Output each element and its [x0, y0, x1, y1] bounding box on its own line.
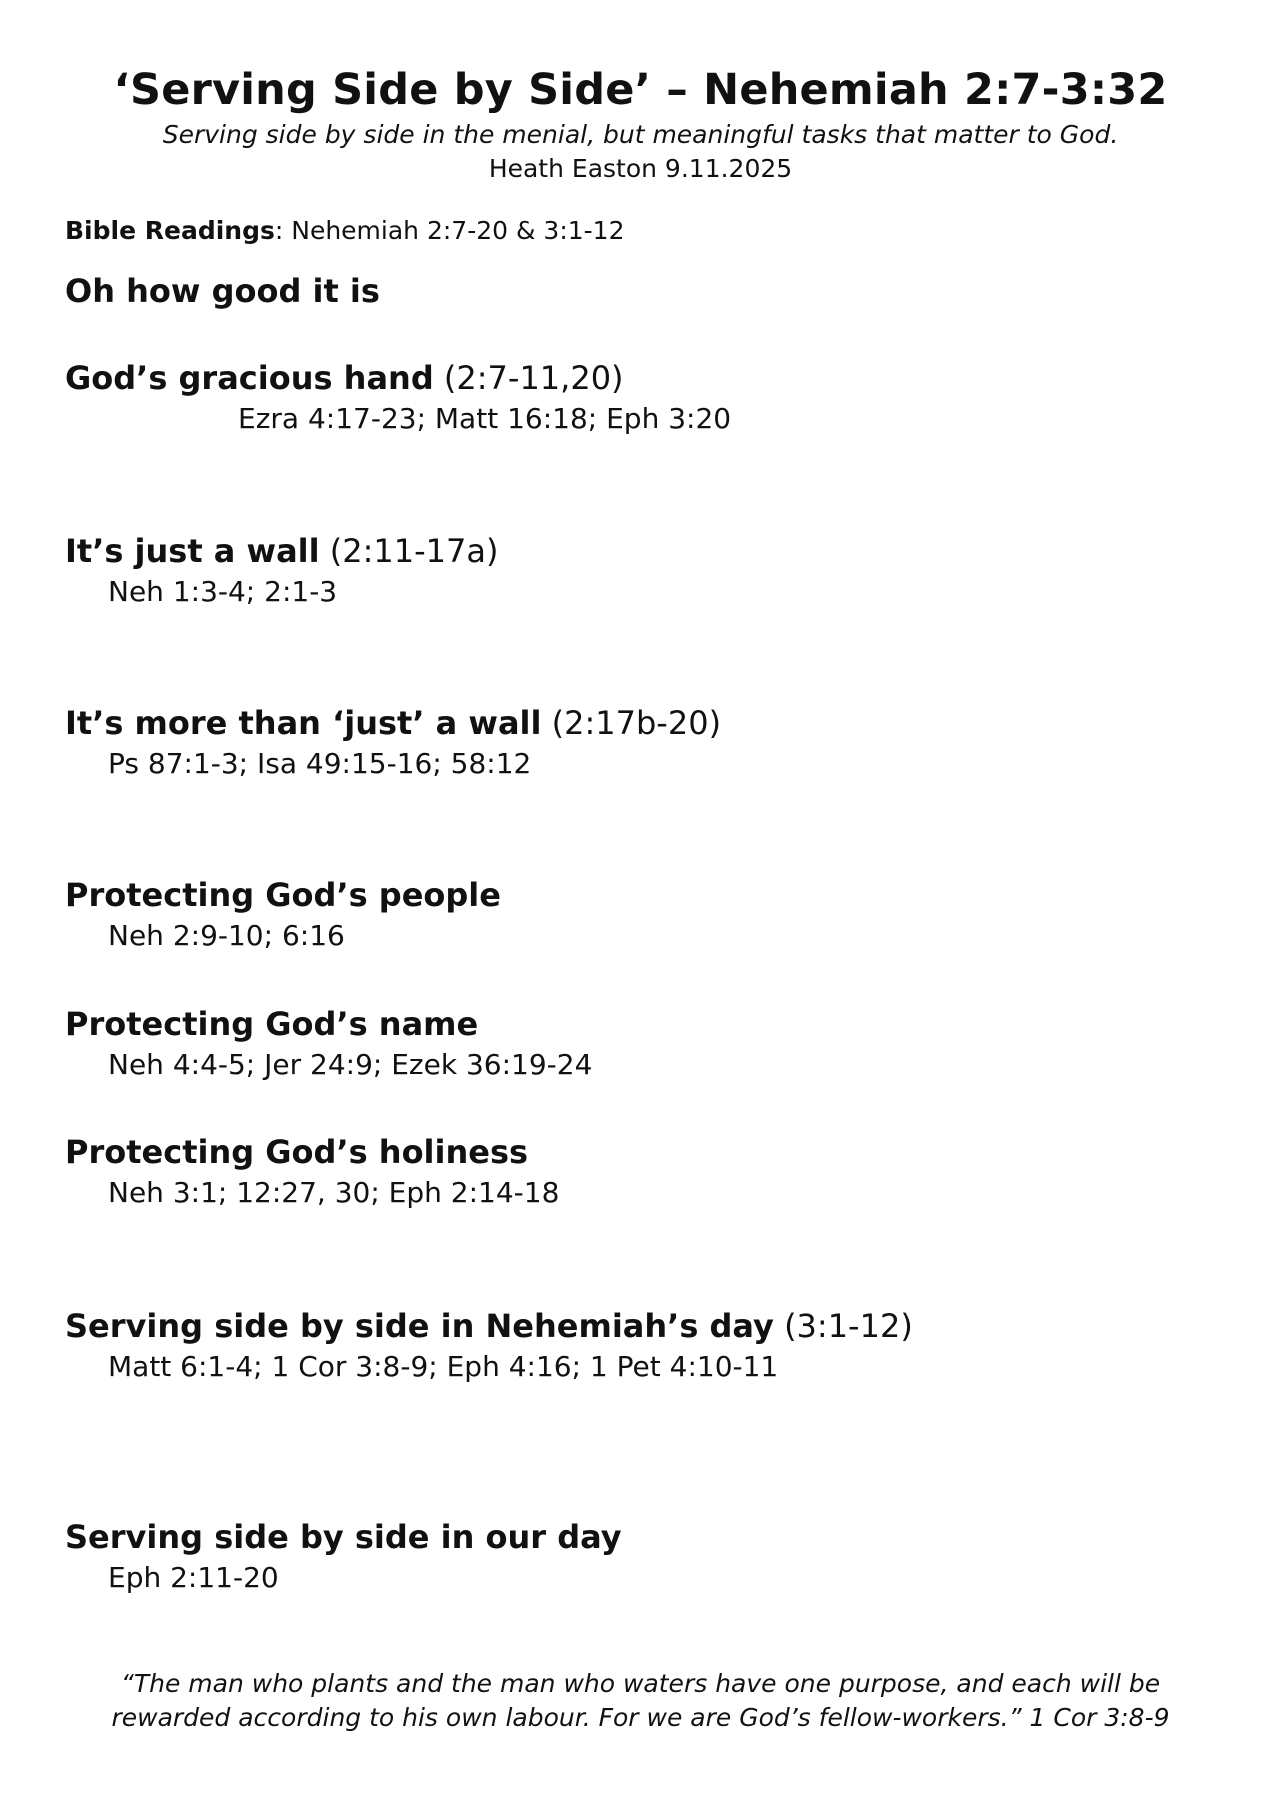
section-heading	[65, 1131, 559, 1173]
section-heading-ref: (2:17b-20)	[541, 704, 722, 742]
section-refs: Neh 1:3-4; 2:1-3	[108, 575, 338, 608]
section-refs: Neh 2:9-10; 6:16	[108, 919, 345, 952]
section-gracious-hand	[65, 357, 731, 439]
section-heading	[65, 357, 731, 399]
section-heading-ref: (2:7-11,20)	[433, 359, 624, 397]
section-refs: Ps 87:1-3; Isa 49:15-16; 58:12	[108, 747, 532, 780]
bible-readings	[65, 214, 624, 248]
section-refs: Neh 4:4-5; Jer 24:9; Ezek 36:19-24	[108, 1048, 593, 1081]
closing-quote-line: rewarded according to his own labour. For we are God’s fellow-workers.” 1 Cor 3:8-9	[111, 1703, 1170, 1732]
section-heading	[65, 270, 380, 312]
section-protecting-holiness	[65, 1131, 559, 1213]
section-heading-text: God’s gracious hand	[65, 359, 434, 397]
section-heading-text: Protecting God’s people	[65, 876, 501, 914]
section-heading-text: Serving side by side in our day	[65, 1518, 622, 1556]
section-heading-text: It’s just a wall	[65, 532, 320, 570]
section-heading-text: It’s more than ‘just’ a wall	[65, 704, 542, 742]
section-refs: Neh 3:1; 12:27, 30; Eph 2:14-18	[108, 1176, 560, 1209]
section-refs: Ezra 4:17-23; Matt 16:18; Eph 3:20	[238, 402, 732, 435]
section-refs: Eph 2:11-20	[108, 1561, 279, 1594]
section-heading	[65, 702, 721, 744]
section-heading-text: Serving side by side in Nehemiah’s day	[65, 1307, 774, 1345]
section-heading-text: Oh how good it is	[65, 272, 380, 310]
section-heading-text: Protecting God’s name	[65, 1005, 479, 1043]
section-our-day	[65, 1516, 622, 1598]
header	[0, 62, 1281, 186]
section-heading-ref: (2:11-17a)	[319, 532, 499, 570]
speaker-date: Heath Easton 9.11.2025	[488, 154, 793, 183]
section-heading	[65, 874, 501, 916]
section-heading	[65, 530, 498, 572]
page-subtitle: Serving side by side in the menial, but meaningful tasks that matter to God.	[162, 120, 1119, 149]
section-just-a-wall	[65, 530, 498, 612]
closing-quote-line: “The man who plants and the man who waters have one purpose, and each will be	[120, 1669, 1161, 1698]
section-more-than-wall	[65, 702, 721, 784]
bible-readings-label: Bible Readings	[65, 216, 275, 245]
section-heading	[65, 1305, 913, 1347]
section-nehemiahs-day	[65, 1305, 913, 1387]
section-protecting-name	[65, 1003, 592, 1085]
section-heading-text: Protecting God’s holiness	[65, 1133, 529, 1171]
section-heading	[65, 1516, 622, 1558]
section-oh-how-good	[65, 270, 380, 312]
bible-readings-text: : Nehemiah 2:7-20 & 3:1-12	[274, 216, 625, 245]
section-protecting-people	[65, 874, 501, 956]
page-title: ‘Serving Side by Side’ – Nehemiah 2:7-3:32	[113, 65, 1168, 115]
closing-quote	[0, 1667, 1281, 1735]
section-refs: Matt 6:1-4; 1 Cor 3:8-9; Eph 4:16; 1 Pet 4:10-11	[108, 1350, 779, 1383]
section-heading-ref: (3:1-12)	[773, 1307, 913, 1345]
section-heading	[65, 1003, 592, 1045]
